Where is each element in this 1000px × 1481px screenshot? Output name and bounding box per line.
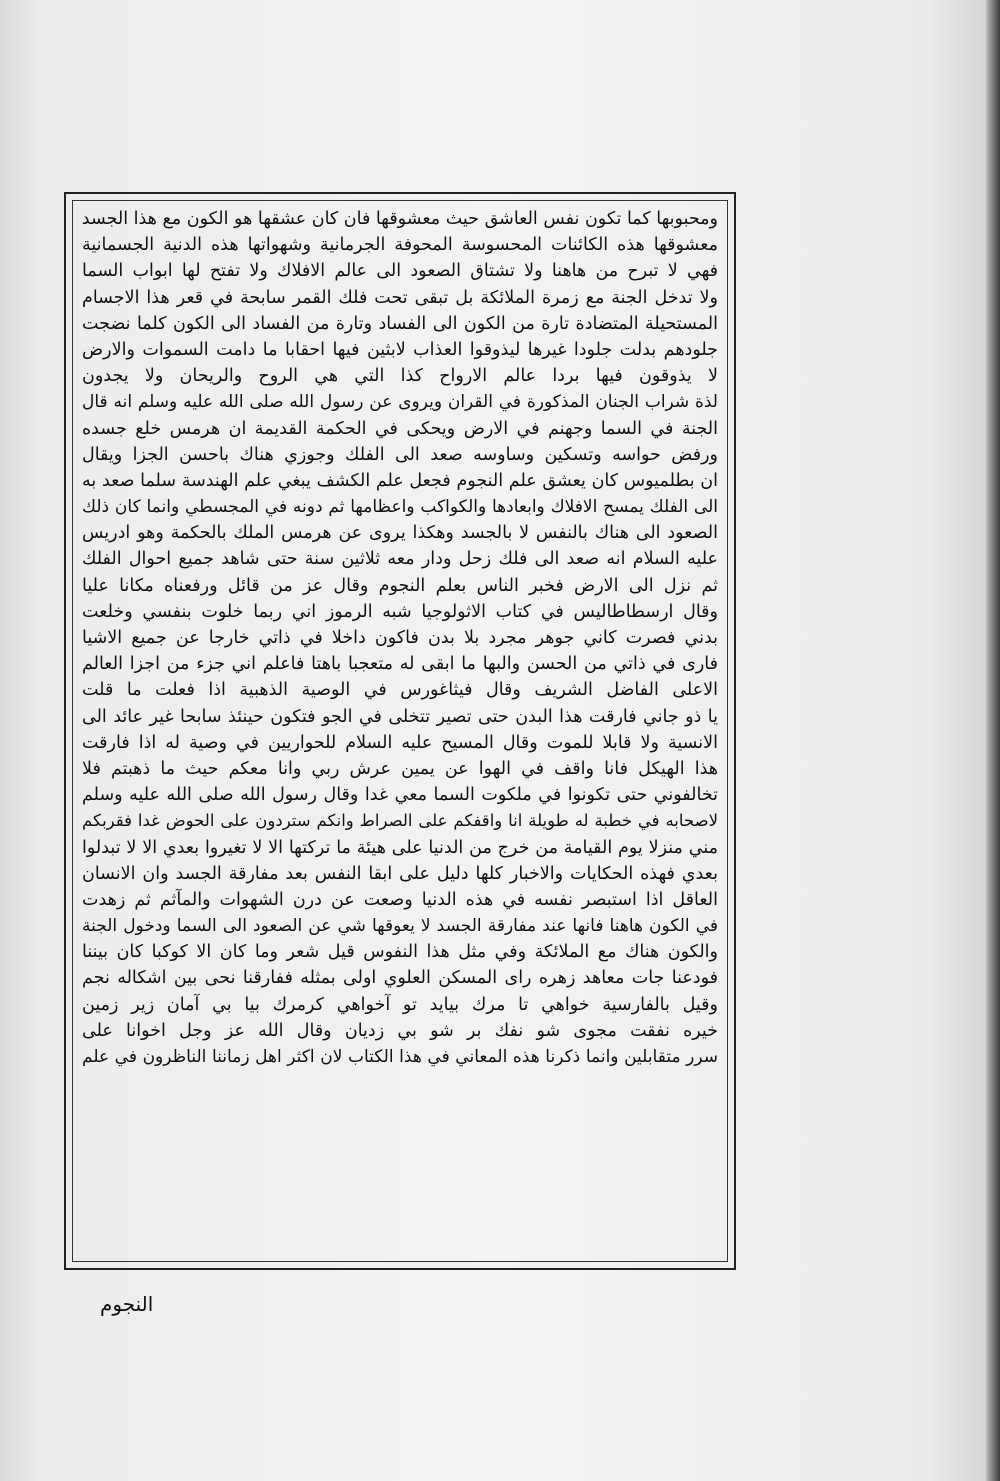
text-line: يا ذو جاني فارقت هذا البدن حتى تصير تتخلى في الجو فتكون حينئذ سابحا غير عائد الى <box>82 706 718 727</box>
text-line: جلودهم بدلت جلودا غيرها ليذوقوا العذاب لابثين فيها احقابا ما دامت السموات والارض <box>82 339 718 360</box>
text-line: تخالفوني حتى تكونوا في ملكوت السما معي غدا وقال رسول الله صلى الله عليه وسلم <box>82 785 718 806</box>
page-edge-shadow <box>986 0 1000 1481</box>
text-line: والكون هناك مع الملائكة وفي مثل هذا النفوس قيل شعر وما كان الا كوكبا كان بيننا <box>82 942 718 963</box>
text-line: فهي لا تبرح من هاهنا ولا تشتاق الصعود الى عالم الافلاك ولا تفتح لها ابواب السما <box>82 261 718 282</box>
text-line: وقال ارسطاطاليس في كتاب الاثولوجيا شبه الرموز اني ربما خلوت بنفسي وخلعت <box>82 601 718 622</box>
text-line: بعدي فهذه الحكايات والاخبار كلها دليل على ابقا النفس بعد مفارقة الجسد وان الانسان <box>82 863 718 884</box>
text-line: سرر متقابلين وانما ذكرنا هذه المعاني في هذا الكتاب لان اكثر اهل زماننا الناظرون في علم <box>82 1047 718 1067</box>
text-line: الى الفلك يمسح الافلاك وابعادها والكواكب واعظامها ثم دونه في المجسطي وانما كان ذلك <box>82 497 718 518</box>
text-line: بدني فصرت كاني جوهر مجرد بلا بدن فاكون داخلا في ذاتي خارجا عن جميع الاشيا <box>82 628 718 648</box>
text-line: العاقل اذا استبصر نفسه في هذه الدنيا وصعت عن درن الشهوات والمآثم ثم زهدت <box>82 889 718 910</box>
text-line: في الكون هاهنا فانها عند مفارقة الجسد لا يعوقها شي عن الصعود الى السما ودخول الجنة <box>82 916 718 937</box>
text-line: ثم نزل الى الارض فخبر الناس بعلم النجوم وقال عز من قائل ورفعناه مكانا عليا <box>82 575 718 596</box>
text-line: ان بطلميوس كان يعشق علم النجوم فجعل علم الكشف يبغي علم الهندسة سلما صعد به <box>82 470 718 491</box>
text-line: المستحيلة المتضادة تارة من الكون الى الفساد وتارة من الفساد الى الكون كلما نضجت <box>82 313 718 334</box>
text-line: فودعنا جات معاهد زهره راى المسكن العلوي اولى بمثله ففارقنا نحى بين اشكاله نجم <box>82 968 718 989</box>
text-line: عليه السلام انه صعد الى فلك زحل ودار معه ثلاثين سنة حتى شاهد جميع احوال الفلك <box>82 549 718 570</box>
text-line: لذة شراب الجنان المذكورة في القران ويروى عن رسول الله صلى الله عليه وسلم انه قال <box>82 392 718 413</box>
text-line: ورفض حواسه وتسكين وساوسه صعد الى الفلك وجوزي هناك باحسن الجزا ويقال <box>82 444 718 465</box>
text-line: لا يذوقون فيها بردا عالم الارواح كذا التي هي الروح والريحان ولا يجدون <box>82 366 718 387</box>
text-line: خيره نفقت مجوى شو نفك بر شو بي زديان وقال الله عز وجل اخوانا على <box>82 1020 718 1041</box>
text-line: الانسية ولا قابلا للموت وقال المسيح عليه السلام للحواريين في وصية له اذا فارقت <box>82 732 718 753</box>
text-line: الصعود الى هناك بالنفس لا بالجسد وهكذا يروى عن هرمس الملك بالحكمة وهو ادريس <box>82 523 718 544</box>
manuscript-text-block <box>82 206 718 1256</box>
text-line: ومحبوبها كما تكون نفس العاشق حيث معشوقها فان كان عشقها هو الكون مع هذا الجسد <box>82 209 718 229</box>
text-line: الجنة في السما وجهنم في الارض ويحكى في الحكمة القديمة ان هرمس خلع جسده <box>82 418 718 439</box>
text-line: مني منزلا يوم القيامة من خرج من الدنيا على هيئة ما تركتها الا لا تغيروا بعدي الا لا تبدلوا <box>82 837 718 858</box>
text-line: هذا الهيكل فانا واقف في الهوا عن يمين عرش ربي وانا معكم حيث ما ذهبتم فلا <box>82 758 718 779</box>
text-line: لاصحابه في خطبة له طويلة انا واقفكم على الصراط وانكم ستردون على الحوض غدا فقربكم <box>82 811 718 831</box>
catchword: النجوم <box>100 1292 154 1316</box>
text-line: وقيل بالفارسية خواهي تا مرك بيايد تو آخواهي كرمرك بيا بي آمان زير زمين <box>82 994 718 1015</box>
text-line: الاعلى الفاضل الشريف وقال فيثاغورس في الوصية الذهبية اذا فعلت ما قلت <box>82 680 718 701</box>
text-line: فارى في ذاتي من الحسن والبها ما ابقى له متعجبا باهتا فاعلم اني جزء من اجزا العالم <box>82 654 718 675</box>
text-line: ولا تدخل الجنة مع زمرة الملائكة بل تبقى تحت فلك القمر سابحة في قعر هذا الاجسام <box>82 287 718 308</box>
text-line: معشوقها هذه الكائنات المحسوسة المحوفة الجرمانية وشهواتها هذه الدنية الجسمانية <box>82 235 718 256</box>
